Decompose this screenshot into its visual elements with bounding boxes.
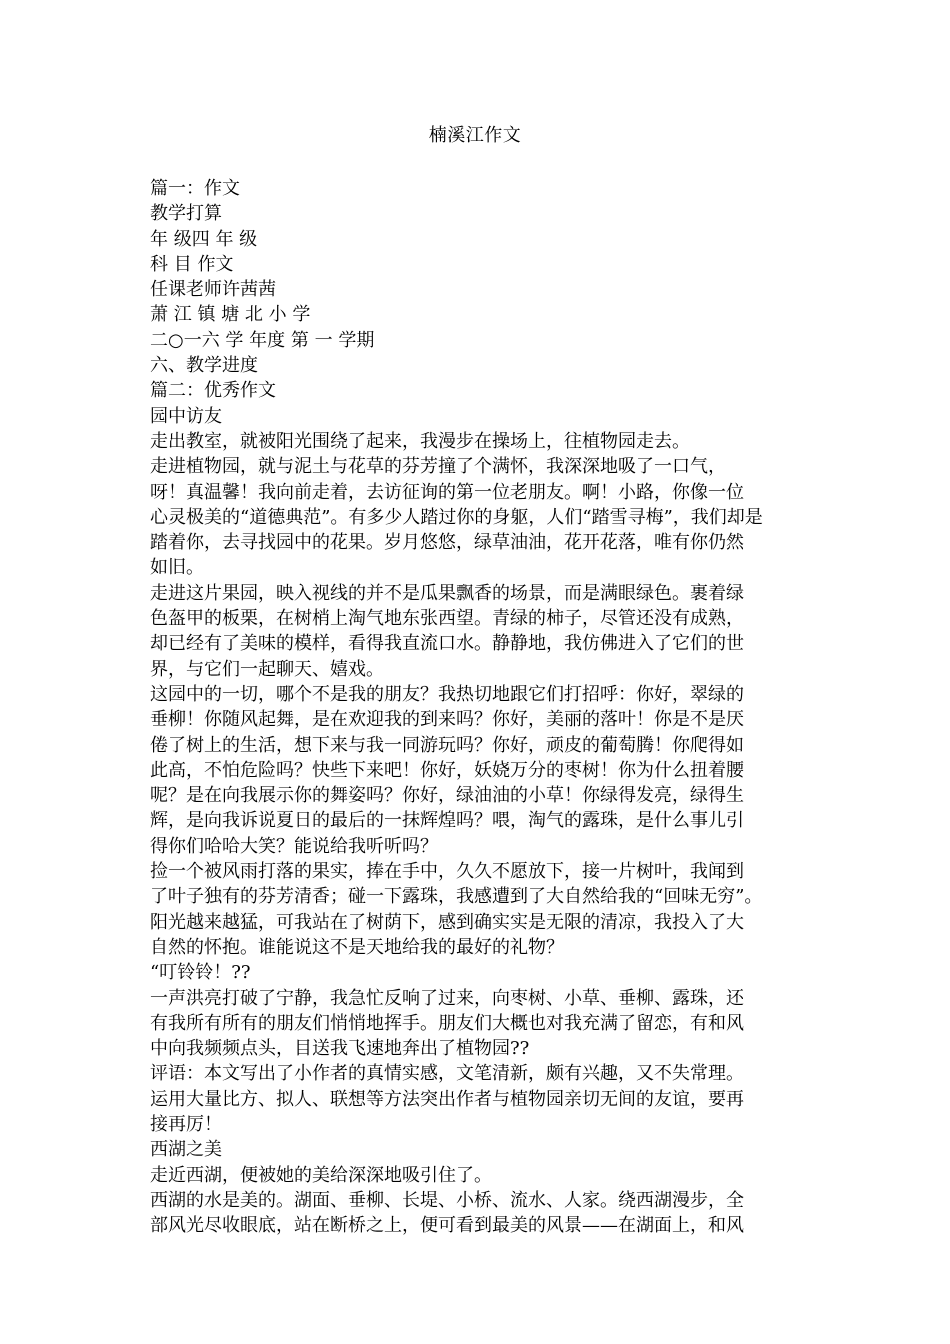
text-line: 西湖之美 xyxy=(150,1139,222,1161)
text-line: 园中访友 xyxy=(150,405,222,427)
text-line: 萧 江 镇 塘 北 小 学 xyxy=(150,304,311,326)
text-line: 倦了树上的生活，想下来与我一同游玩吗？你好，顽皮的葡萄腾！你爬得如 xyxy=(150,734,744,756)
text-line: 心灵极美的“道德典范”。有多少人踏过你的身躯，人们“踏雪寻梅”，我们却是 xyxy=(150,506,763,528)
text-line: 呀！真温馨！我向前走着，去访征询的第一位老朋友。啊！小路，你像一位 xyxy=(150,481,744,503)
text-line: 色盔甲的板栗，在树梢上淘气地东张西望。青绿的柿子，尽管还没有成熟， xyxy=(150,608,744,630)
text-line: 任课老师许茜茜 xyxy=(150,279,276,301)
text-line: 中向我频频点头，目送我飞速地奔出了植物园?? xyxy=(150,1038,530,1060)
text-line: “叮铃铃！?? xyxy=(150,962,251,984)
text-line: 这园中的一切，哪个不是我的朋友？我热切地跟它们打招呼：你好，翠绿的 xyxy=(150,683,744,705)
text-line: 却已经有了美味的模样，看得我直流口水。静静地，我仿佛进入了它们的世 xyxy=(150,633,744,655)
text-line: 篇二：优秀作文 xyxy=(150,380,276,402)
text-line: 自然的怀抱。谁能说这不是天地给我的最好的礼物？ xyxy=(150,936,564,958)
text-line: 六、教学进度 xyxy=(150,355,258,377)
text-line: 捡一个被风雨打落的果实，捧在手中，久久不愿放下，接一片树叶，我闻到 xyxy=(150,861,744,883)
text-line: 运用大量比方、拟人、联想等方法突出作者与植物园亲切无间的友谊，要再 xyxy=(150,1088,744,1110)
text-line: 教学打算 xyxy=(150,203,222,225)
text-line: 西湖的水是美的。湖面、垂柳、长堤、小桥、流水、人家。绕西湖漫步，全 xyxy=(150,1189,744,1211)
text-line: 辉，是向我诉说夏日的最后的一抹辉煌吗？喂，淘气的露珠，是什么事儿引 xyxy=(150,810,744,832)
document-body xyxy=(150,176,810,1238)
text-line: 如旧。 xyxy=(150,557,204,579)
text-line: 走进这片果园，映入视线的并不是瓜果飘香的场景，而是满眼绿色。裹着绿 xyxy=(150,582,744,604)
text-line: 界，与它们一起聊天、嬉戏。 xyxy=(150,658,384,680)
text-line: 走出教室，就被阳光围绕了起来，我漫步在操场上，往植物园走去。 xyxy=(150,430,690,452)
document-title: 楠溪江作文 xyxy=(428,125,522,146)
text-line: 一声洪亮打破了宁静，我急忙反响了过来，向枣树、小草、垂柳、露珠，还 xyxy=(150,987,744,1009)
text-line: 篇一：作文 xyxy=(150,178,240,199)
text-line: 接再厉！ xyxy=(150,1113,222,1135)
text-line: 呢？是在向我展示你的舞姿吗？你好，绿油油的小草！你绿得发亮，绿得生 xyxy=(150,785,744,807)
text-line: 此高，不怕危险吗？快些下来吧！你好，妖娆万分的枣树！你为什么扭着腰 xyxy=(150,759,744,781)
text-line: 得你们哈哈大笑？能说给我听听吗？ xyxy=(150,835,438,857)
text-line: 走进植物园，就与泥土与花草的芬芳撞了个满怀，我深深地吸了一口气， xyxy=(150,456,726,478)
text-line: 科 目 作文 xyxy=(150,253,234,275)
text-line: 踏着你，去寻找园中的花果。岁月悠悠，绿草油油，花开花落，唯有你仍然 xyxy=(150,532,744,554)
text-line: 二○一六 学 年度 第 一 学期 xyxy=(150,329,375,351)
text-line: 垂柳！你随风起舞，是在欢迎我的到来吗？你好，美丽的落叶！你是不是厌 xyxy=(150,709,744,731)
text-line: 部风光尽收眼底，站在断桥之上，便可看到最美的风景——在湖面上，和风 xyxy=(150,1215,744,1237)
text-line: 年 级四 年 级 xyxy=(150,228,258,250)
text-line: 评语：本文写出了小作者的真情实感，文笔清新，颇有兴趣，又不失常理。 xyxy=(150,1063,744,1085)
text-line: 阳光越来越猛，可我站在了树荫下，感到确实实是无限的清凉，我投入了大 xyxy=(150,911,744,933)
text-line: 有我所有所有的朋友们悄悄地挥手。朋友们大概也对我充满了留恋，有和风 xyxy=(150,1012,744,1034)
text-line: 了叶子独有的芬芳清香；碰一下露珠，我感遭到了大自然给我的“回味无穷”。 xyxy=(150,886,763,908)
text-line: 走近西湖，便被她的美给深深地吸引住了。 xyxy=(150,1164,492,1186)
